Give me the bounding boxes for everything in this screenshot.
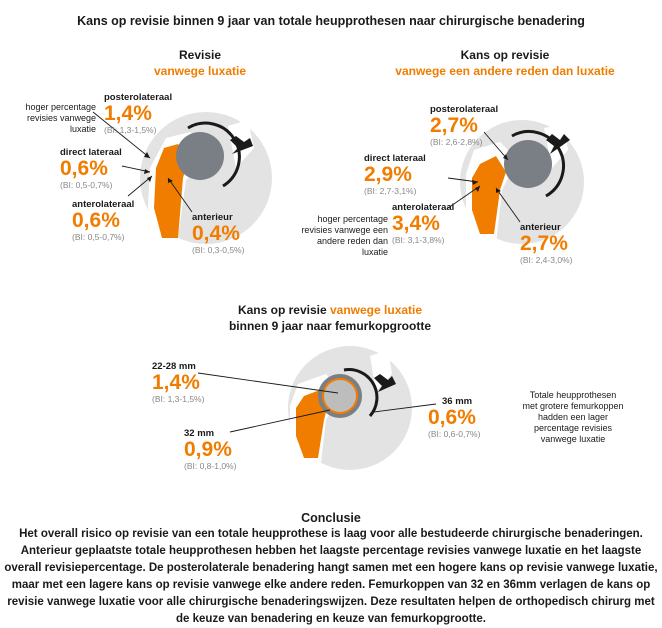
right-posterolateral-label: posterolateraal — [430, 104, 499, 115]
left-direct-lateral-value: 0,6% — [60, 157, 108, 180]
conclusion-title: Conclusie — [301, 511, 361, 525]
bottom-size-large-ci: (BI: 0,6-0,7%) — [428, 429, 481, 439]
left-note-line-1: hoger percentage — [25, 102, 96, 112]
left-anterior-label: anterieur — [192, 212, 233, 223]
right-note-line-4: luxatie — [361, 247, 388, 257]
right-note-line-2: revisies vanwege een — [301, 225, 388, 235]
bottom-heading-prefix: Kans op revisie — [237, 303, 327, 317]
bottom-size-small — [152, 361, 204, 404]
right-heading-title: Kans op revisie — [460, 48, 550, 62]
left-anterolateral-value: 0,6% — [72, 209, 120, 232]
right-direct-lateral-label: direct lateraal — [364, 153, 426, 164]
bottom-size-large — [428, 396, 480, 439]
left-posterolateral-ci: (BI: 1,3-1,5%) — [104, 125, 157, 135]
bottom-note-line-5: vanwege luxatie — [540, 434, 606, 444]
right-anterolateral-label: anterolateraal — [392, 202, 455, 213]
left-note-line-2: revisies vanwege — [26, 113, 96, 123]
left-anterior-value: 0,4% — [192, 222, 240, 245]
bottom-size-mid-label: 32 mm — [184, 428, 215, 439]
bottom-note-line-4: percentage revisies — [533, 423, 613, 433]
bottom-size-large-label: 36 mm — [442, 396, 473, 407]
bottom-note-line-1: Totale heupprothesen — [529, 390, 617, 400]
bottom-heading-orange: vanwege luxatie — [330, 303, 423, 317]
right-heading-sub: vanwege een andere reden dan luxatie — [395, 64, 615, 78]
bottom-size-small-value: 1,4% — [152, 371, 200, 394]
right-posterolateral-value: 2,7% — [430, 114, 478, 137]
left-anterolateral-ci: (BI: 0,5-0,7%) — [72, 232, 125, 242]
right-anterior-ci: (BI: 2,4-3,0%) — [520, 255, 573, 265]
bottom-note — [508, 390, 638, 445]
right-note-line-1: hoger percentage — [317, 214, 388, 224]
right-anterior-value: 2,7% — [520, 232, 568, 255]
bottom-note-line-2: met grotere femurkoppen — [522, 401, 624, 411]
bottom-size-mid-ci: (BI: 0,8-1,0%) — [184, 461, 237, 471]
bottom-size-small-ci: (BI: 1,3-1,5%) — [152, 394, 205, 404]
bottom-size-small-label: 22-28 mm — [152, 361, 196, 372]
left-note-line-3: luxatie — [69, 124, 96, 134]
right-note-line-3: andere reden dan — [316, 236, 388, 246]
left-posterolateral-value: 1,4% — [104, 102, 152, 125]
bottom-note-line-3: hadden een lager — [537, 412, 609, 422]
bottom-heading-line-2: binnen 9 jaar naar femurkopgrootte — [228, 319, 432, 333]
left-heading-title: Revisie — [178, 48, 222, 62]
right-posterolateral-ci: (BI: 2,6-2,8%) — [430, 137, 483, 147]
right-anterolateral-ci: (BI: 3,1-3,8%) — [392, 235, 445, 245]
page-title: Kans op revisie binnen 9 jaar van totale heupprothesen naar chirurgische benadering — [77, 14, 585, 28]
conclusion-text: Het overall risico op revisie van een totale heupprothese is laag voor alle bestudeerde chirurgische benaderingen. Anterieur geplaatste totale heupprothesen hebben het laagste percentage revisies vanwege luxatie en het laagste overall revisiepercentage. De posterolaterale benadering hangt samen met een hogere kans op revisie vanwege luxatie, maar met een lagere kans op revisie vanwege elke andere reden. Femurkoppen van 32 en 36mm verlagen de kans op revisie vanwege luxatie voor alle chirurgische benaderingswijzen. Deze resultaten helpen de orthopedisch chirurg met de keuze van benadering en keuze van femurkopgrootte. — [4, 528, 658, 625]
right-direct-lateral-ci: (BI: 2,7-3,1%) — [364, 186, 417, 196]
right-direct-lateral-value: 2,9% — [364, 163, 412, 186]
right-anterolateral-value: 3,4% — [392, 212, 440, 235]
left-direct-lateral-ci: (BI: 0,5-0,7%) — [60, 180, 113, 190]
left-direct-lateral-label: direct lateraal — [60, 147, 122, 158]
left-anterolateral-label: anterolateraal — [72, 199, 135, 210]
left-posterolateral-label: posterolateraal — [104, 92, 173, 103]
bottom-size-mid-value: 0,9% — [184, 438, 232, 461]
right-anterior-label: anterieur — [520, 222, 561, 233]
left-anterior-ci: (BI: 0,3-0,5%) — [192, 245, 245, 255]
bottom-size-large-value: 0,6% — [428, 406, 476, 429]
bottom-size-mid — [184, 428, 236, 471]
left-heading-sub: vanwege luxatie — [153, 64, 247, 78]
